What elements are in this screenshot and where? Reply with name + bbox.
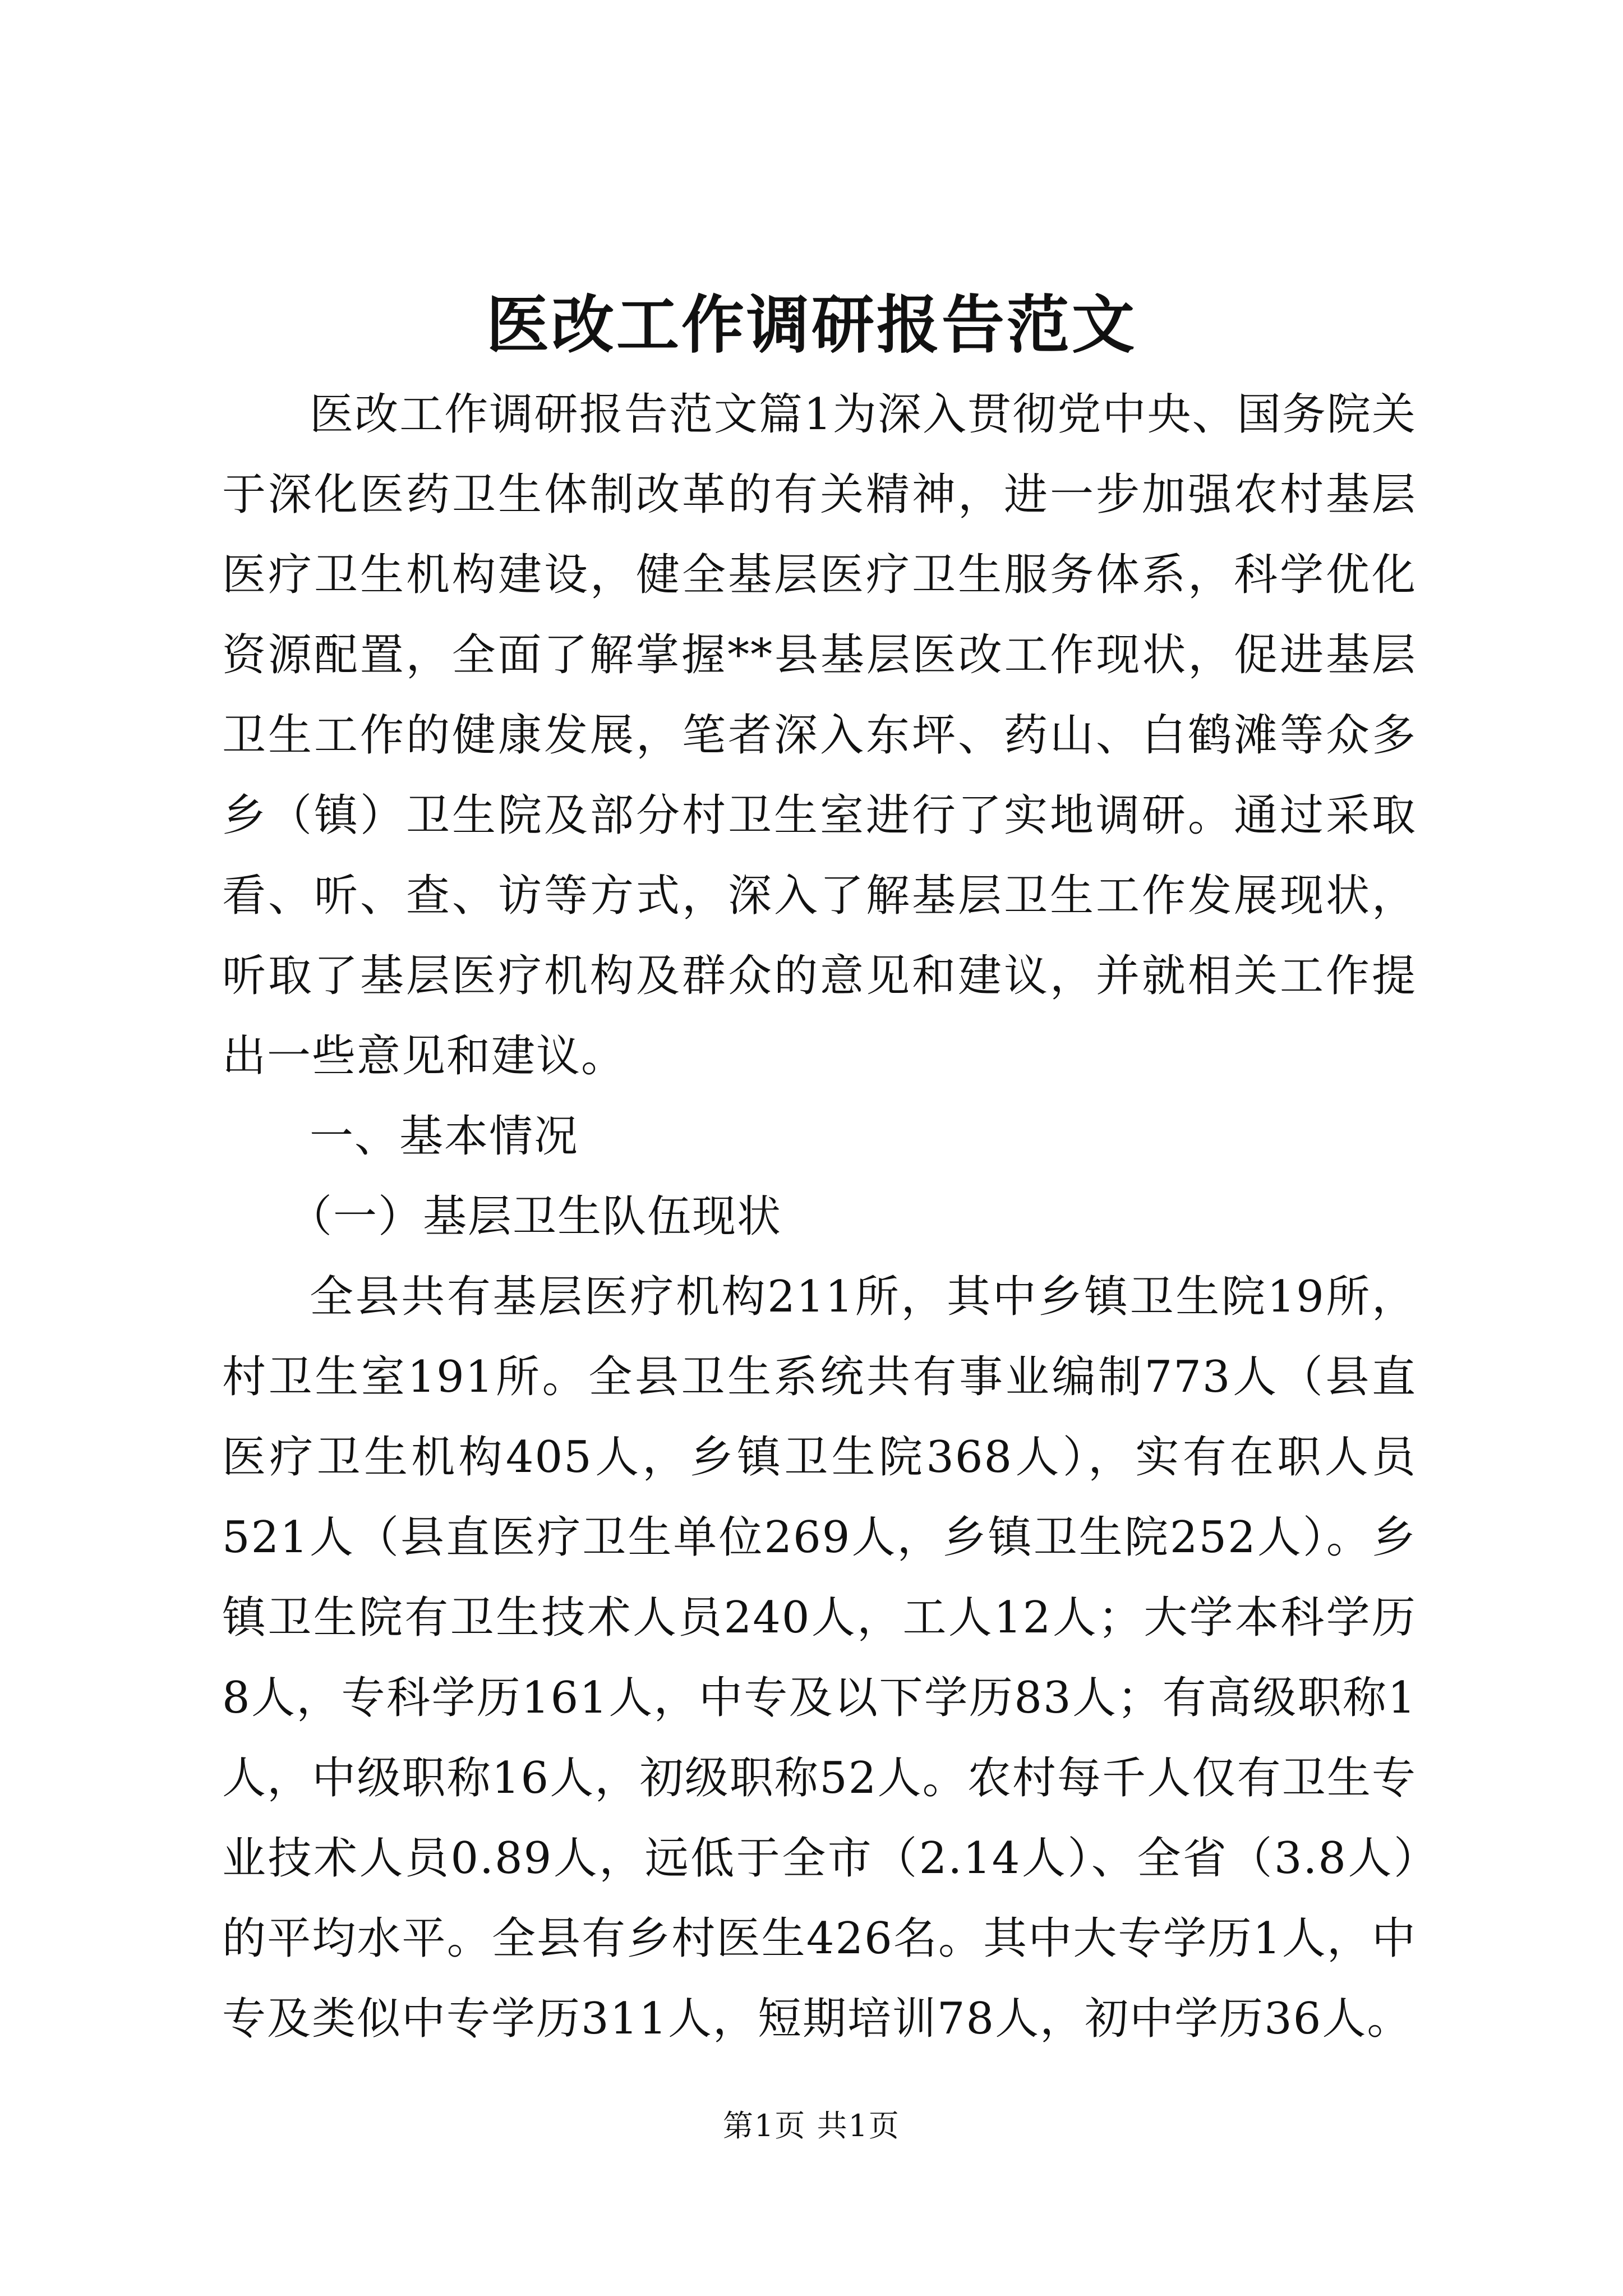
staff-status-paragraph: 全县共有基层医疗机构211所，其中乡镇卫生院19所，村卫生室191所。全县卫生系统共有事业编制773人（县直医疗卫生机构405人，乡镇卫生院368人），实有在职人员521人（县直医疗卫生单位269人，乡镇卫生院252人）。乡镇卫生院有卫生技术人员240人，工人12人；大学本科学历8人，专科学历161人，中专及以下学历83人；有高级职称1人，中级职称16人，初级职称52人。农村每千人仅有卫生专业技术人员0.89人，远低于全市（2.14人）、全省（3.8人）的平均水平。全县有乡村医生426名。其中大专学历1人，中专及类似中专学历311人，短期培训78人，初中学历36人。 [222, 1272, 1417, 2044]
document-title: 医改工作调研报告范文 [486, 288, 1137, 362]
intro-paragraph: 医改工作调研报告范文篇1为深入贯彻党中央、国务院关于深化医药卫生体制改革的有关精神，进一步加强农村基层医疗卫生机构建设，健全基层医疗卫生服务体系，科学优化资源配置，全面了解掌握**县基层医改工作现状，促进基层卫生工作的健康发展，笔者深入东坪、药山、白鹤滩等众多乡（镇）卫生院及部分村卫生室进行了实地调研。通过采取看、听、查、访等方式，深入了解基层卫生工作发展现状，听取了基层医疗机构及群众的意见和建议，并就相关工作提出一些意见和建议。 [222, 389, 1417, 1082]
section-heading: 一、基本情况 [310, 1111, 579, 1162]
document-body [222, 375, 1417, 2059]
subsection-heading: （一）基层卫生队伍现状 [288, 1191, 782, 1242]
page-footer: 第1页 共1页 [723, 2108, 900, 2143]
